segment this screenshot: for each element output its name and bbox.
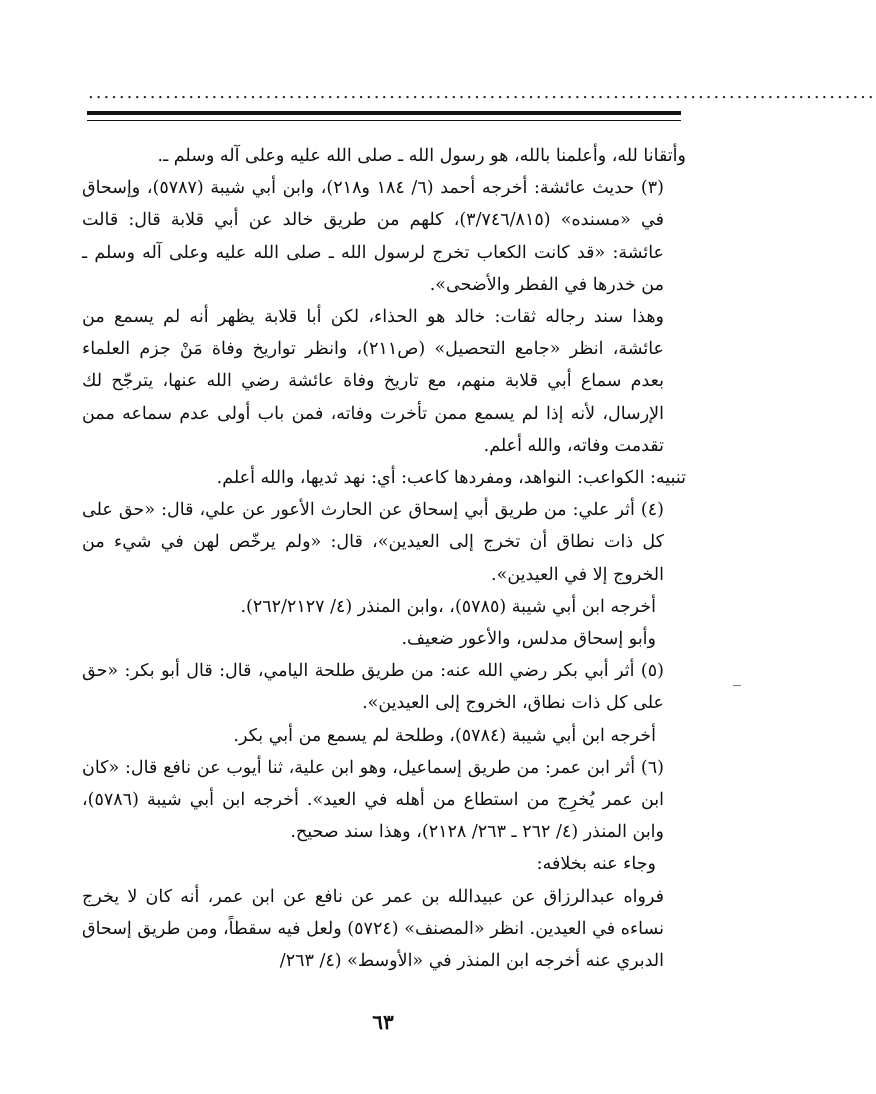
paragraph-grading-4: وأبو إسحاق مدلس، والأعور ضعيف. (401, 629, 656, 650)
footnotes-body (82, 140, 686, 1010)
paragraph-abdurrazzaq: فرواه عبدالرزاق عن عبيدالله بن عمر عن نافع عن ابن عمر، أنه كان لا يخرج نساءه في العيدين. انظر «المصنف» (٥٧٢٤) ولعل فيه سقطاً، ومن طريق إسحاق الدبري عنه أخرجه ابن المنذر في «الأوسط» (٤/ ٢٦٣/ (82, 886, 664, 972)
header-rule-thin (87, 120, 681, 121)
paragraph-takhrij-5: أخرجه ابن أبي شيبة (٥٧٨٤)، وطلحة لم يسمع من أبي بكر. (233, 725, 656, 746)
paragraph-isnad-note: وهذا سند رجاله ثقات: خالد هو الحذاء، لكن أبا قلابة يظهر أنه لم يسمع من عائشة، انظر «جامع التحصيل» (ص٢١١)، وانظر تواريخ وفاة مَنْ جزم العلماء بعدم سماع أبي قلابة منهم، مع تاريخ وفاة عائشة رضي الله عنها، يترجّح لك الإرسال، لأنه إذا لم يسمع ممن تأخرت وفاته، فمن باب أولى عدم سماعه ممن تقدمت وفاته، والله أعلم. (82, 307, 665, 456)
header-rule-thick (87, 111, 681, 115)
footnote-6: (٦) أثر ابن عمر: من طريق إسماعيل، وهو ابن علية، ثنا أيوب عن نافع قال: «كان ابن عمر يُخرِج من استطاع من أهله في العيد». أخرجه ابن أبي شيبة (٥٧٨٦)، وابن المنذر (٤/ ٢٦٢ ـ ٢٦٣/ ٢١٢٨)، وهذا سند صحيح. (82, 757, 664, 843)
footnote-4: (٤) أثر علي: من طريق أبي إسحاق عن الحارث الأعور عن علي، قال: «حق على كل ذات نطاق أن تخرج إلى العيدين»، قال: «ولم يرخّص لهن في شيء من الخروج إلا في العيدين». (82, 500, 664, 585)
footnote-5: (٥) أثر أبي بكر رضي الله عنه: من طريق طلحة اليامي، قال: قال أبو بكر: «حق على كل ذات نطاق، الخروج إلى العيدين». (82, 661, 664, 714)
header-dotted-line: ...................................................................................................... (88, 82, 876, 103)
paragraph-notice: تنبيه: الكواعب: النواهد، ومفردها كاعب: أي: نهد ثديها، والله أعلم. (216, 468, 686, 489)
footnote-3: (٣) حديث عائشة: أخرجه أحمد (٦/ ١٨٤ و٢١٨)، وابن أبي شيبة (٥٧٨٧)، وإسحاق في «مسنده» (٣/٧٤٦/٨١٥)، كلهم من طريق خالد عن أبي قلابة قال: قالت عائشة: «قد كانت الكعاب تخرج لرسول الله ـ صلى الله عليه وعلى آله وسلم ـ من خدرها في الفطر والأضحى». (82, 178, 664, 295)
page-number: ٦٣ (372, 1010, 394, 1034)
margin-mark (733, 685, 741, 686)
paragraph-contrary-report: وجاء عنه بخلافه: (536, 854, 656, 875)
paragraph-takhrij-4: أخرجه ابن أبي شيبة (٥٧٨٥)، ،وابن المنذر (٤/ ٢٦٢/٢١٢٧). (240, 596, 656, 617)
paragraph-continuation: وأتقانا لله، وأعلمنا بالله، هو رسول الله ـ صلى الله عليه وعلى آله وسلم ـ. (157, 146, 686, 166)
